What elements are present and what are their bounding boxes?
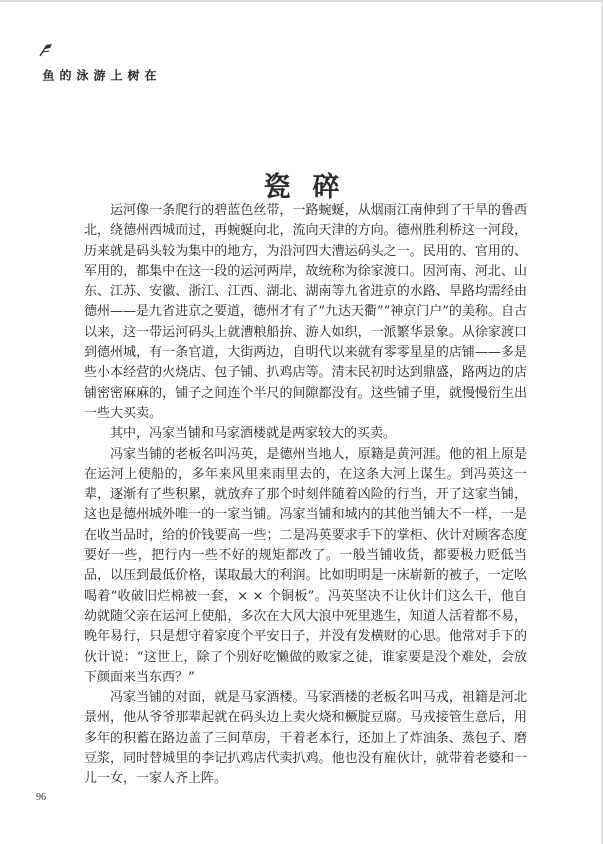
- chapter-title: 瓷碎: [263, 172, 362, 204]
- page-edge-top: [0, 0, 603, 2]
- paragraph: 冯家当铺的老板名叫冯英，是德州当地人，原籍是黄河涯。他的祖上原是在运河上使船的，多年来风里来雨里去的，在这条大河上谋生。到冯英这一辈，逐渐有了些积累，就放弃了那个时刻伴随着凶险的行当，开了这家当铺，这也是德州城外唯一的一家当铺。冯家当铺和城内的其他当铺大不一样，一是在收当品时，给的价钱要高一些；二是冯英要求手下的掌柜、伙计对顾客态度要好一些，把行内一些不好的规矩都改了。一般当铺收货，都要极力贬低当品，以压到最低价格，谋取最大的利润。比如明明是一床崭新的被子，一定吆喝着“收破旧烂棉被一套，× × 个铜板”。冯英坚决不让伙计们这么干，他自幼就随父亲在运河上使船，多次在大风大浪中死里逃生，知道人活着都不易，晚年易行，只是想守着家度个平安日子，并没有发横财的心思。他常对手下的伙计说：“这世上，除了个别好吃懒做的败家之徒，谁家要是没个难处，会放下颜面来当东西？”: [84, 446, 527, 685]
- paragraph: 冯家当铺的对面，就是马家酒楼。马家酒楼的老板名叫马戎，祖籍是河北景州，他从爷爷那辈起就在码头边上卖火烧和橛腚豆腐。马戎接管生意后，用多年的积蓄在路边盖了三间草房，干着老本行，还加上了炸油条、蒸包子、磨豆浆，同时替城里的李记扒鸡店代卖扒鸡。他也没有雇伙计，就带着老婆和一儿一女，一家人齐上阵。: [84, 690, 527, 787]
- feather-icon: [38, 43, 54, 57]
- book-title: 在树上游泳的鱼: [41, 69, 157, 83]
- paragraph: 其中，冯家当铺和马家酒楼就是两家较大的买卖。: [110, 426, 397, 442]
- page-number: 96: [36, 792, 46, 803]
- paragraph: 运河像一条爬行的碧蓝色丝带，一路蜿蜒，从烟雨江南伸到了干旱的鲁西北，绕德州西城而过，再蜿蜒向北，流向天津的方向。德州胜利桥这一河段，历来就是码头较为集中的地方，为沿河四大漕运码头之一。民用的、官用的、军用的，都集中在这一段的运河两岸，故统称为徐家渡口。因河南、河北、山东、江苏、安徽、浙江、江西、湖北、湖南等九省进京的水路、旱路均需经由德州——是九省进京之要道，德州才有了“九达天衢”“神京门户”的美称。自古以来，这一带运河码头上就漕粮船拚、游人如织，一派繁华景象。从徐家渡口到德州城，有一条官道，大街两边，自明代以来就有零零星星的店铺——多是些小本经营的火烧店、包子铺、扒鸡店等。清末民初时达到鼎盛，路两边的店铺密密麻麻的，铺子之间连个半尺的间隙都没有。这些铺子里，就慢慢衍生出一些大买卖。: [84, 203, 527, 421]
- body-text: [84, 201, 527, 790]
